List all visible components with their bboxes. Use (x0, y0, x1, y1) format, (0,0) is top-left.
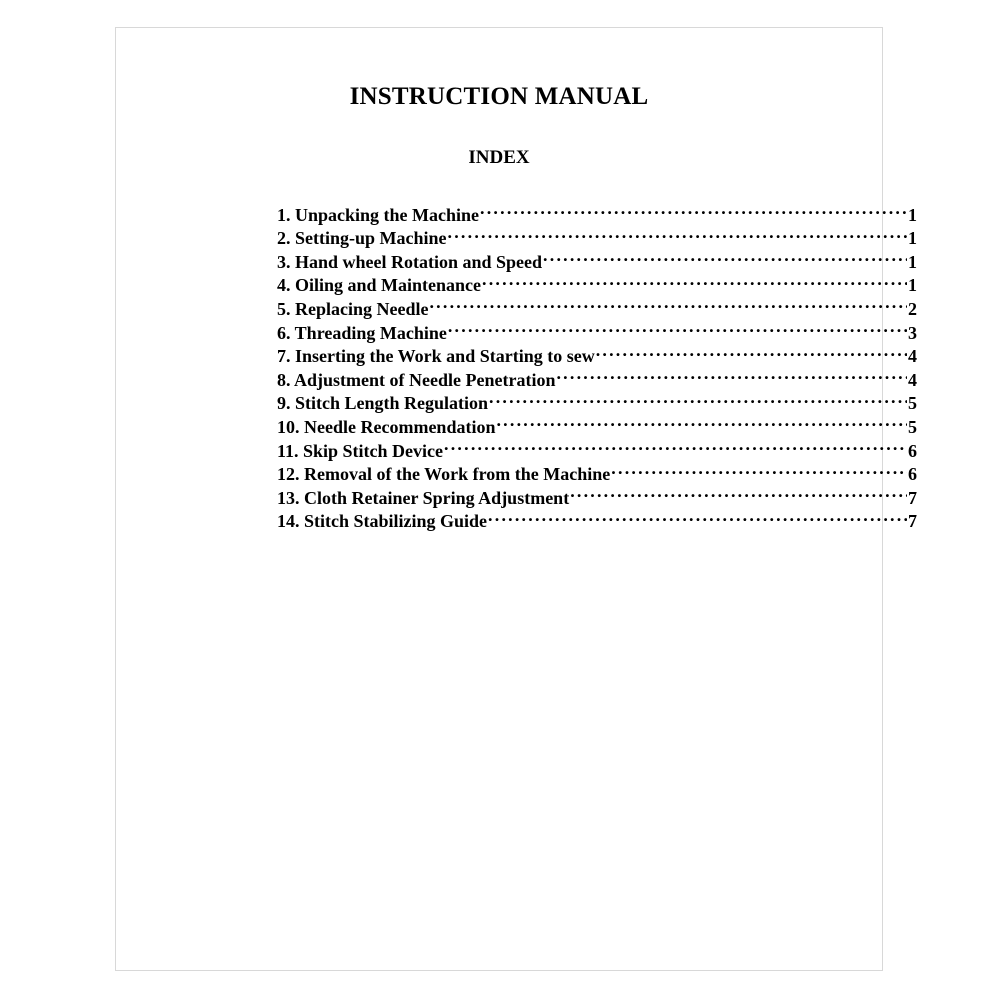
toc-leader-dots (570, 480, 907, 504)
toc-entry-page: 4 (908, 369, 917, 390)
toc-leader-dots (596, 339, 907, 363)
index-heading: INDEX (468, 147, 530, 168)
toc-entry-page: 5 (908, 416, 917, 437)
toc-entry (277, 197, 917, 225)
toc-entry-page: 6 (908, 464, 917, 485)
toc-entry-page: 1 (908, 228, 917, 249)
toc-leader-dots (496, 409, 907, 433)
toc-entry-label: 5. Replacing Needle (277, 298, 429, 319)
toc-entry-label: 8. Adjustment of Needle Penetration (277, 369, 556, 390)
toc-leader-dots (556, 362, 907, 386)
toc-entry-page: 3 (908, 322, 917, 343)
toc-entry-label: 4. Oiling and Maintenance (277, 275, 482, 296)
toc-entry-label: 2. Setting-up Machine (277, 228, 447, 249)
toc-entry-page: 4 (908, 346, 917, 367)
toc-entry-label: 10. Needle Recommendation (277, 416, 496, 437)
toc-entry-page: 7 (908, 511, 917, 532)
toc-leader-dots (429, 291, 907, 315)
manual-page (115, 27, 917, 971)
document-title: INSTRUCTION MANUAL (349, 83, 649, 110)
toc-leader-dots (489, 386, 907, 410)
toc-leader-dots (480, 197, 907, 221)
toc-entry-label: 13. Cloth Retainer Spring Adjustment (277, 487, 570, 508)
toc-leader-dots (543, 244, 907, 268)
toc-entry-page: 2 (908, 298, 917, 319)
table-of-contents (277, 197, 917, 532)
toc-leader-dots (448, 221, 907, 245)
toc-entry-label: 12. Removal of the Work from the Machine (277, 464, 611, 485)
toc-entry-page: 7 (908, 487, 917, 508)
toc-entry-page: 1 (908, 275, 917, 296)
toc-entry-page: 1 (908, 251, 917, 272)
toc-entry-label: 7. Inserting the Work and Starting to sew (277, 346, 595, 367)
toc-leader-dots (611, 457, 907, 481)
toc-entry-page: 6 (908, 440, 917, 461)
toc-entry-page: 1 (908, 204, 917, 225)
toc-entry-label: 6. Threading Machine (277, 322, 447, 343)
toc-leader-dots (488, 504, 907, 528)
toc-leader-dots (444, 433, 907, 457)
toc-entry-label: 3. Hand wheel Rotation and Speed (277, 251, 543, 272)
toc-entry-page: 5 (908, 393, 917, 414)
toc-entry-label: 9. Stitch Length Regulation (277, 393, 489, 414)
toc-entry-label: 14. Stitch Stabilizing Guide (277, 511, 488, 532)
toc-entry-label: 1. Unpacking the Machine (277, 204, 480, 225)
toc-leader-dots (482, 268, 907, 292)
toc-leader-dots (448, 315, 907, 339)
toc-entry-label: 11. Skip Stitch Device (277, 440, 444, 461)
